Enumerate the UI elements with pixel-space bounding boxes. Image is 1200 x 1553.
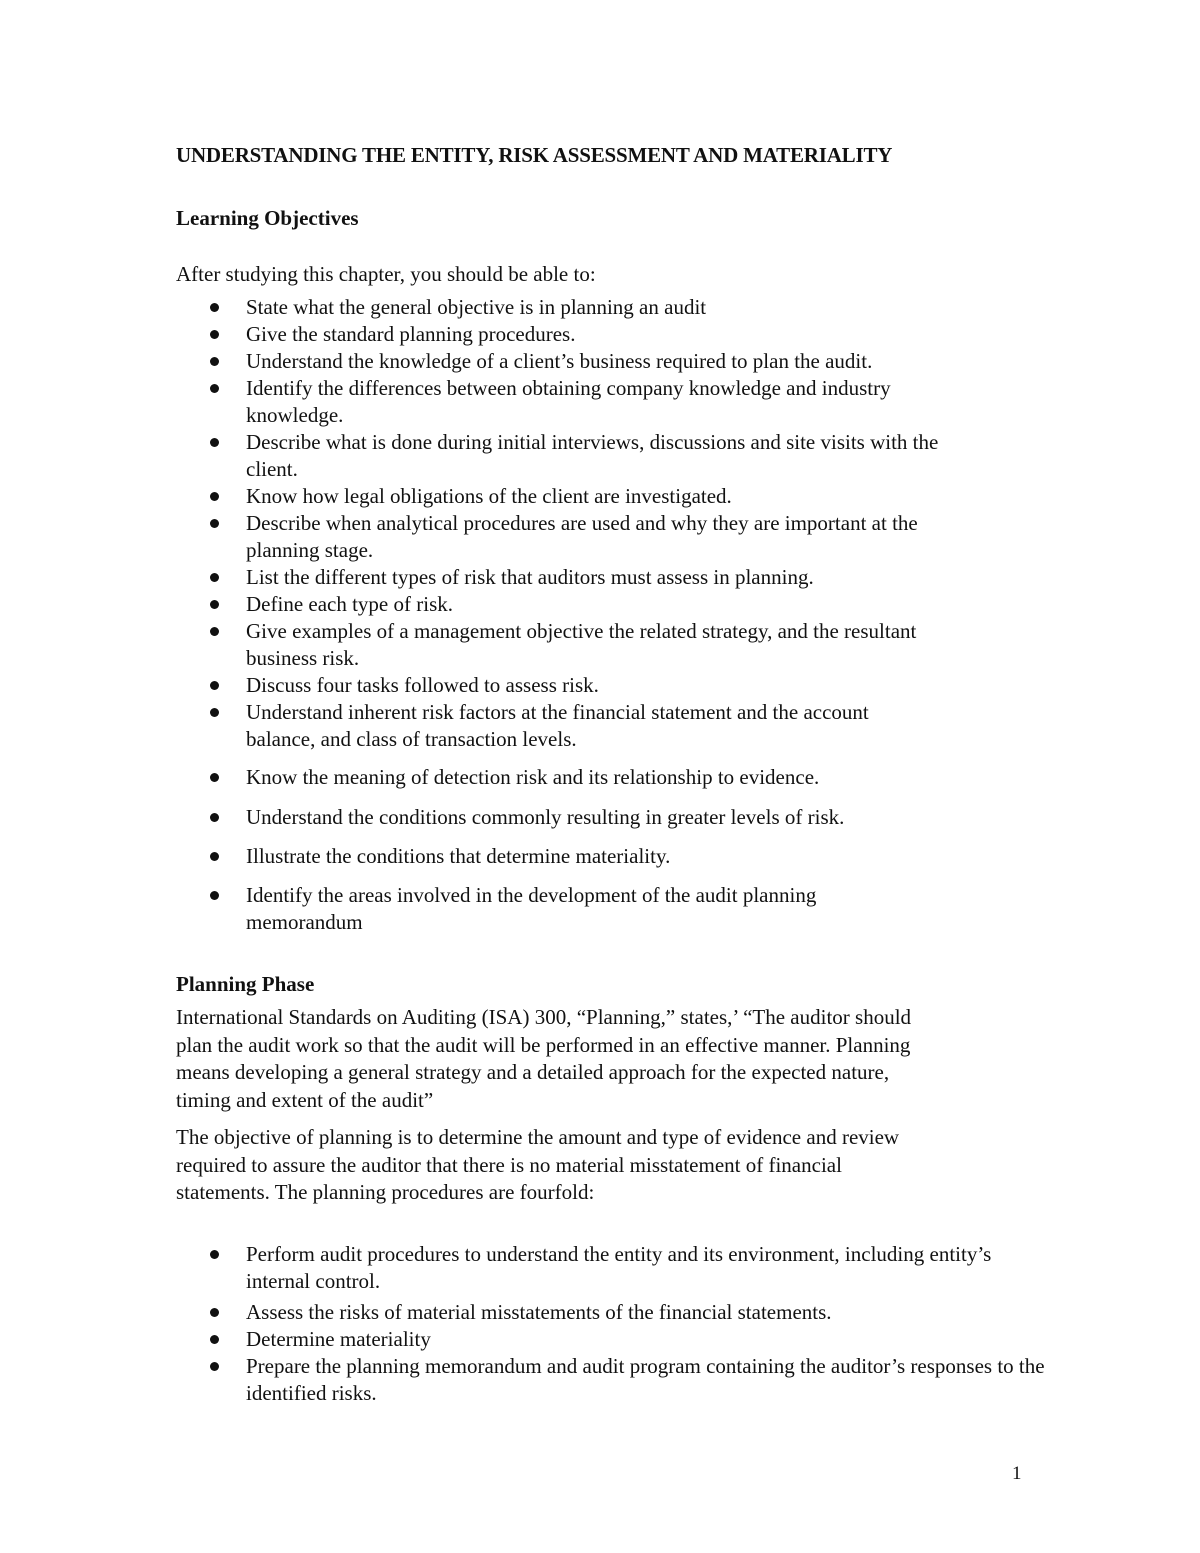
objective-item-line: Understand inherent risk factors at the financial statement and the account	[246, 700, 869, 724]
objective-item-line: client.	[246, 457, 298, 481]
bullet-icon	[210, 813, 219, 822]
objective-item-line: Identify the areas involved in the development of the audit planning	[246, 883, 817, 907]
paragraph-line: The objective of planning is to determine the amount and type of evidence and review	[176, 1125, 900, 1149]
objective-item-line: memorandum	[246, 910, 363, 934]
procedure-item-line: Prepare the planning memorandum and audit program containing the auditor’s responses to the	[246, 1354, 1045, 1378]
objective-item-line: Illustrate the conditions that determine materiality.	[246, 844, 671, 868]
bullet-icon	[210, 492, 219, 501]
bullet-icon	[210, 573, 219, 582]
objective-item-text	[246, 294, 706, 321]
procedure-item-line: Perform audit procedures to understand the entity and its environment, including entity’s	[246, 1242, 992, 1266]
paragraph-line: timing and extent of the audit”	[176, 1087, 434, 1112]
planning-phase-paragraph-1	[176, 1004, 1016, 1114]
learning-objectives-intro: After studying this chapter, you should be able to:	[176, 262, 596, 286]
paragraph-line: means developing a general strategy and a detailed approach for the expected nature,	[176, 1060, 890, 1084]
objective-item-text	[246, 483, 732, 510]
objective-item-line: Identify the differences between obtaining company knowledge and industry	[246, 376, 891, 400]
procedure-item-text	[246, 1241, 991, 1295]
page-number: 1	[1012, 1463, 1022, 1484]
objective-item-line: State what the general objective is in planning an audit	[246, 295, 707, 319]
objective-item-line: Understand the conditions commonly resulting in greater levels of risk.	[246, 805, 845, 829]
bullet-icon	[210, 357, 219, 366]
paragraph-line: statements. The planning procedures are fourfold:	[176, 1180, 595, 1204]
objective-item-text	[246, 564, 814, 591]
objective-item-line: List the different types of risk that auditors must assess in planning.	[246, 565, 814, 589]
objective-item-line: Understand the knowledge of a client’s business required to plan the audit.	[246, 349, 873, 373]
objective-item-line: Describe when analytical procedures are used and why they are important at the	[246, 511, 918, 535]
bullet-icon	[210, 773, 219, 782]
learning-objectives-heading: Learning Objectives	[176, 206, 359, 230]
bullet-icon	[210, 519, 219, 528]
bullet-icon	[210, 438, 219, 447]
objective-item-text	[246, 843, 670, 870]
bullet-icon	[210, 1308, 219, 1317]
paragraph-line: plan the audit work so that the audit will be performed in an effective manner. Planning	[176, 1032, 911, 1057]
procedure-item-line: identified risks.	[246, 1381, 377, 1405]
objective-item-text	[246, 618, 916, 672]
procedure-item-line: internal control.	[246, 1269, 381, 1293]
procedure-item-text	[246, 1326, 431, 1353]
objective-item-line: balance, and class of transaction levels.	[246, 727, 577, 751]
bullet-icon	[210, 627, 219, 636]
paragraph-line: International Standards on Auditing (ISA) 300, “Planning,” states,’ “The auditor should	[176, 1005, 912, 1029]
procedure-item-line: Determine materiality	[246, 1327, 431, 1351]
bullet-icon	[210, 708, 219, 717]
objective-item-line: Give the standard planning procedures.	[246, 322, 576, 346]
objective-item-line: Discuss four tasks followed to assess risk.	[246, 673, 599, 697]
objective-item-line: business risk.	[246, 646, 360, 670]
objective-item-line: Give examples of a management objective the related strategy, and the resultant	[246, 619, 917, 643]
objective-item-text	[246, 804, 844, 831]
objective-item-line: Know the meaning of detection risk and its relationship to evidence.	[246, 765, 820, 789]
bullet-icon	[210, 681, 219, 690]
planning-phase-paragraph-2	[176, 1124, 1016, 1207]
objective-item-text	[246, 321, 575, 348]
objective-item-text	[246, 510, 918, 564]
objective-item-line: knowledge.	[246, 403, 344, 427]
objective-item-line: Define each type of risk.	[246, 592, 453, 616]
paragraph-line: required to assure the auditor that there is no material misstatement of financial	[176, 1152, 842, 1177]
bullet-icon	[210, 1250, 219, 1259]
bullet-icon	[210, 303, 219, 312]
bullet-icon	[210, 600, 219, 609]
bullet-icon	[210, 1362, 219, 1371]
objective-item-line: Describe what is done during initial interviews, discussions and site visits with the	[246, 430, 939, 454]
bullet-icon	[210, 852, 219, 861]
objective-item-text	[246, 429, 938, 483]
objective-item-text	[246, 882, 816, 936]
procedure-item-text	[246, 1299, 832, 1326]
bullet-icon	[210, 384, 219, 393]
objective-item-text	[246, 348, 872, 375]
bullet-icon	[210, 330, 219, 339]
objective-item-text	[246, 672, 599, 699]
objective-item-text	[246, 591, 453, 618]
objective-item-line: planning stage.	[246, 538, 374, 562]
objective-item-text	[246, 699, 869, 753]
document-title: UNDERSTANDING THE ENTITY, RISK ASSESSMENT AND MATERIALITY	[176, 143, 893, 167]
procedure-item-line: Assess the risks of material misstatements of the financial statements.	[246, 1300, 832, 1324]
procedure-item-text	[246, 1353, 1045, 1407]
planning-phase-heading: Planning Phase	[176, 972, 315, 996]
objective-item-text	[246, 764, 819, 791]
objective-item-text	[246, 375, 891, 429]
bullet-icon	[210, 1335, 219, 1344]
objective-item-line: Know how legal obligations of the client are investigated.	[246, 484, 732, 508]
bullet-icon	[210, 891, 219, 900]
